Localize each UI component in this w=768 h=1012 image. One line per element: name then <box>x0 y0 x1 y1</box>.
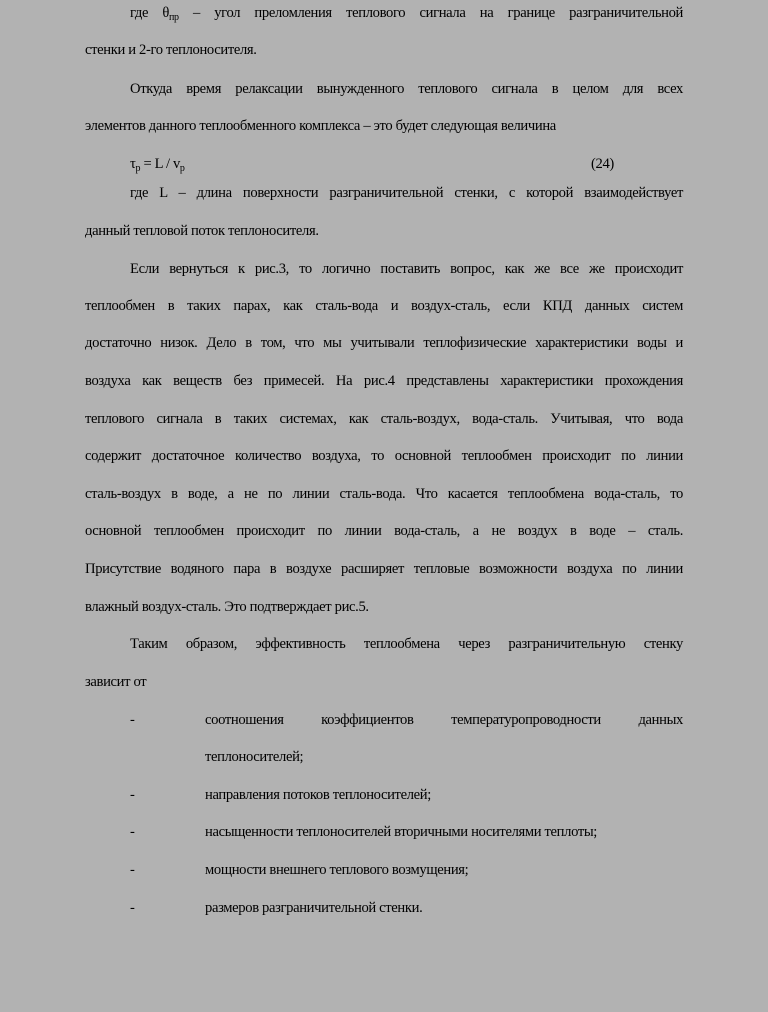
tau-symbol: τ <box>130 156 136 172</box>
paragraph-1-line-2: стенки и 2-го теплоносителя. <box>85 42 257 58</box>
formula-expression <box>130 154 185 174</box>
bullet-5: размеров разграничительной стенки. <box>205 900 423 916</box>
paragraph-4-line-7: сталь-воздух в воде, а не по линии сталь-вода. Что касается теплообмена вода-сталь, то <box>85 486 683 502</box>
paragraph-1-line-1 <box>130 3 683 23</box>
bullet-dash: - <box>130 824 135 840</box>
bullet-2: направления потоков теплоносителей; <box>205 787 431 803</box>
formula-body: = L / v <box>140 156 180 172</box>
paragraph-4-line-6: содержит достаточное количество воздуха, то основной теплообмен происходит по линии <box>85 448 683 464</box>
bullet-dash: - <box>130 862 135 878</box>
paragraph-2-line-2: элементов данного теплообменного комплекса – это будет следующая величина <box>85 118 556 134</box>
formula-24 <box>0 154 768 174</box>
equation-number: (24) <box>591 156 614 172</box>
paragraph-4-line-3: достаточно низок. Дело в том, что мы учитывали теплофизические характеристики воды и <box>85 335 683 351</box>
text-run: где θ <box>130 5 170 21</box>
paragraph-3-line-1: где L – длина поверхности разграничительной стенки, с которой взаимодействует <box>130 185 683 201</box>
bullet-dash: - <box>130 787 135 803</box>
paragraph-4-line-8: основной теплообмен происходит по линии вода-сталь, а не воздух в воде – сталь. <box>85 523 683 539</box>
paragraph-4-line-9: Присутствие водяного пара в воздухе расширяет тепловые возможности воздуха по линии <box>85 561 683 577</box>
paragraph-4-line-4: воздуха как веществ без примесей. На рис.4 представлены характеристики прохождения <box>85 373 683 389</box>
paragraph-3-line-2: данный тепловой поток теплоносителя. <box>85 223 319 239</box>
bullet-1-line-2: теплоносителей; <box>205 749 304 765</box>
paragraph-4-line-1: Если вернуться к рис.3, то логично поставить вопрос, как же все же происходит <box>130 261 683 277</box>
subscript: p <box>179 163 185 174</box>
paragraph-5-line-1: Таким образом, эффективность теплообмена через разграничительную стенку <box>130 636 683 652</box>
paragraph-4-line-10: влажный воздух-сталь. Это подтверждает рис.5. <box>85 599 369 615</box>
bullet-3: насыщенности теплоносителей вторичными носителями теплоты; <box>205 824 598 840</box>
bullet-4: мощности внешнего теплового возмущения; <box>205 862 469 878</box>
subscript: пр <box>169 12 179 23</box>
bullet-dash: - <box>130 712 135 728</box>
paragraph-5-line-2: зависит от <box>85 674 147 690</box>
paragraph-4-line-2: теплообмен в таких парах, как сталь-вода и воздух-сталь, если КПД данных систем <box>85 298 683 314</box>
paragraph-4-line-5: теплового сигнала в таких системах, как сталь-воздух, вода-сталь. Учитывая, что вода <box>85 411 683 427</box>
bullet-dash: - <box>130 900 135 916</box>
text-run: – угол преломления теплового сигнала на границе разграничительной <box>178 5 683 21</box>
subscript: p <box>135 163 141 174</box>
bullet-1-line-1: соотношения коэффициентов температуропроводности данных <box>205 712 683 728</box>
paragraph-2-line-1: Откуда время релаксации вынужденного теплового сигнала в целом для всех <box>130 81 683 97</box>
